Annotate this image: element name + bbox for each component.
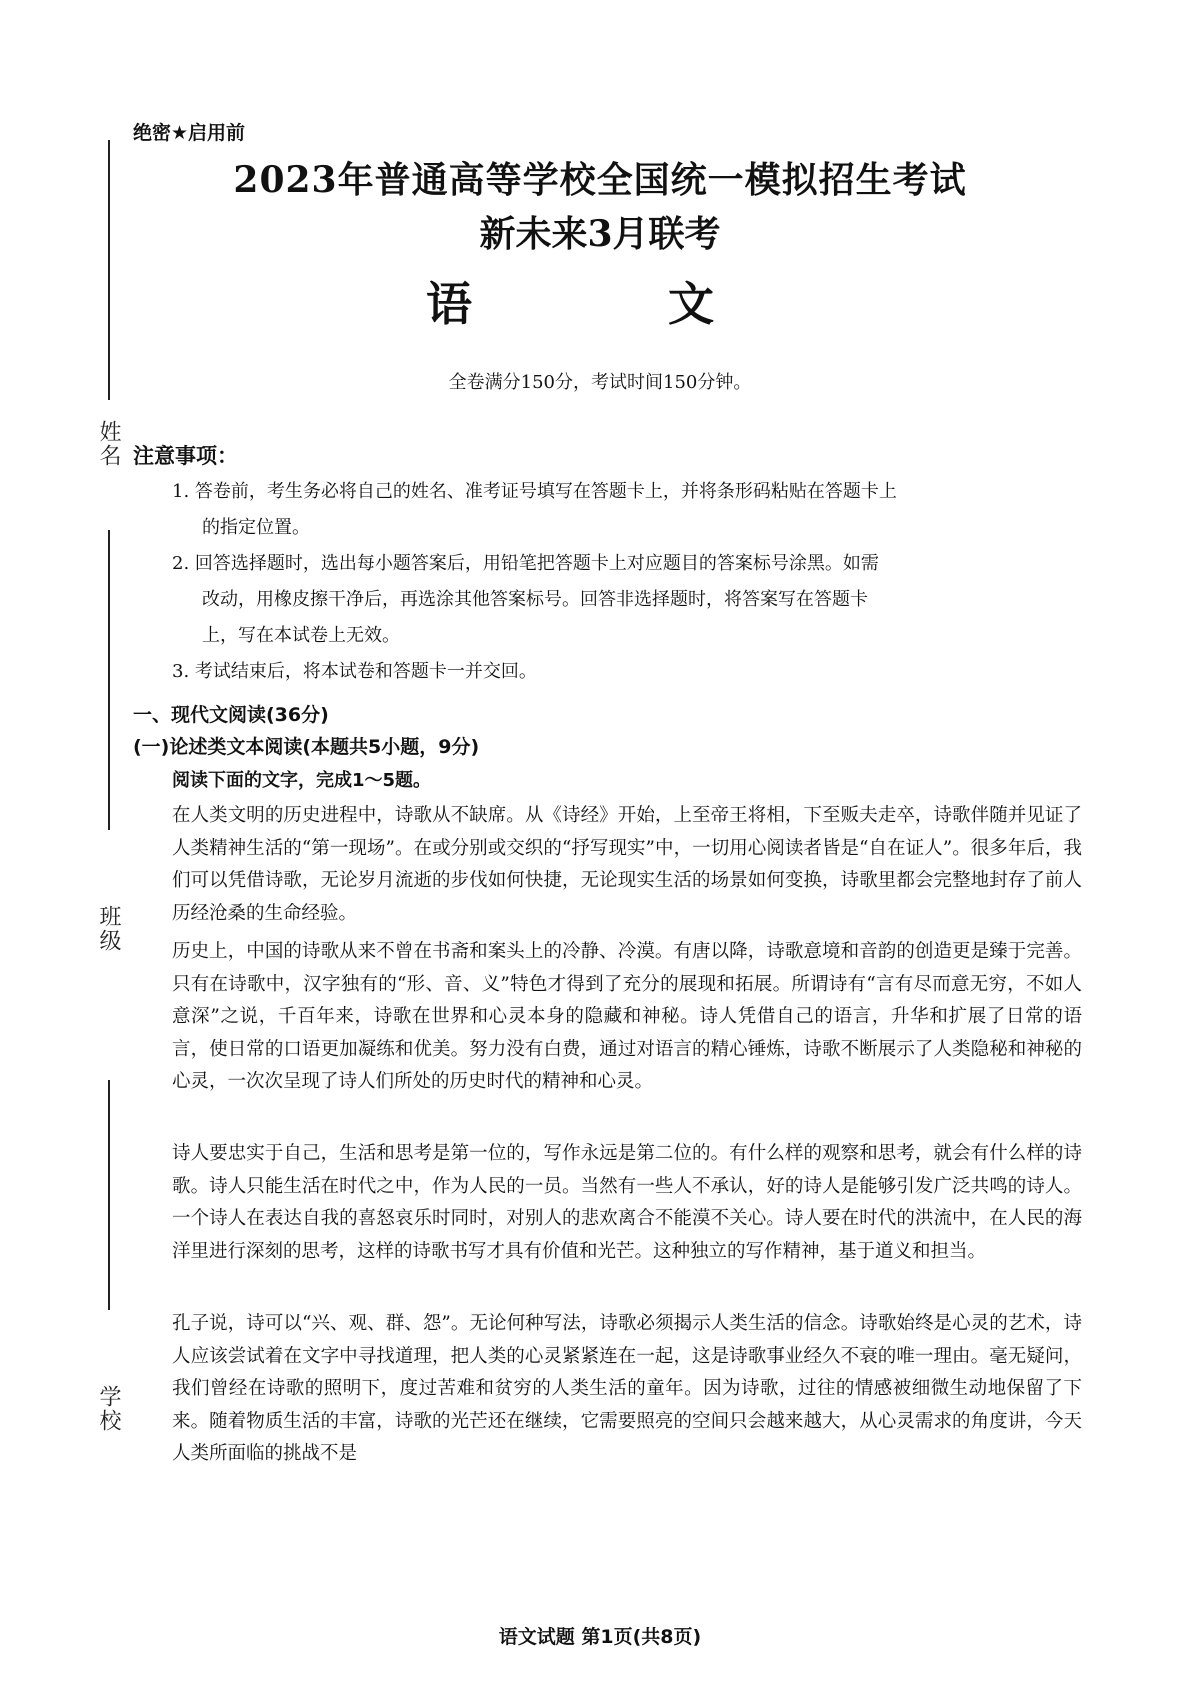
notice-item-1: 1. 答卷前，考生务必将自己的姓名、准考证号填写在答题卡上，并将条形码粘贴在答题卡上 [172, 481, 897, 502]
page-footer: 语文试题 第1页(共8页) [498, 1626, 702, 1648]
confidential-mark: 绝密★启用前 [133, 122, 246, 144]
notice-heading: 注意事项： [133, 444, 238, 468]
passage-paragraph: 诗人要忠实于自己，生活和思考是第一位的，写作永远是第二位的。有什么样的观察和思考，就会有什么样的诗歌。诗人只能生活在时代之中，作为人民的一员。当然有一些人不承认，好的诗人是能够引发广泛共鸣的诗人。一个诗人在表达自我的喜怒哀乐时同时，对别人的悲欢离合不能漠不关心。诗人要在时代的洪流中，在人民的海洋里进行深刻的思考，这样的诗歌书写才具有价值和光芒。这种独立的写作精神，基于道义和担当。 [172, 1143, 1082, 1262]
margin-binding-line [108, 1080, 110, 1310]
subsection-heading: (一)论述类文本阅读(本题共5小题，9分) [133, 736, 480, 758]
score-time-note: 全卷满分150分，考试时间150分钟。 [448, 372, 752, 393]
reading-instruction: 阅读下面的文字，完成1～5题。 [172, 770, 432, 791]
exam-title: 2023年普通高等学校全国统一模拟招生考试 [233, 159, 967, 201]
section-heading: 一、现代文阅读(36分) [133, 704, 329, 726]
passage-paragraph: 孔子说，诗可以“兴、观、群、怨”。无论何种写法，诗歌必须揭示人类生活的信念。诗歌始终是心灵的艺术，诗人应该尝试着在文字中寻找道理，把人类的心灵紧紧连在一起，这是诗歌事业经久不衰的唯一理由。毫无疑问，我们曾经在诗歌的照明下，度过苦难和贫穷的人类生活的童年。因为诗歌，过往的情感被细微生动地保留了下来。随着物质生活的丰富，诗歌的光芒还在继续，它需要照亮的空间只会越来越大，从心灵需求的角度讲，今天人类所面临的挑战不是 [172, 1313, 1082, 1464]
margin-name-label: 姓名 [96, 420, 121, 468]
passage-paragraph: 历史上，中国的诗歌从来不曾在书斋和案头上的冷静、冷漠。有唐以降，诗歌意境和音韵的创造更是臻于完善。只有在诗歌中，汉字独有的“形、音、义”特色才得到了充分的展现和拓展。所谓诗有“言有尽而意无穷，不如人意深”之说，千百年来，诗歌在世界和心灵本身的隐藏和神秘。诗人凭借自己的语言，升华和扩展了日常的语言，使日常的口语更加凝练和优美。努力没有白费，通过对语言的精心锤炼，诗歌不断展示了人类隐秘和神秘的心灵，一次次呈现了诗人们所处的历史时代的精神和心灵。 [172, 941, 1082, 1092]
margin-binding-line [108, 530, 110, 830]
notice-item-2-cont: 上，写在本试卷上无效。 [202, 625, 400, 646]
notice-item-1-cont: 的指定位置。 [202, 517, 310, 538]
exam-subtitle: 新未来3月联考 [479, 213, 721, 255]
passage-paragraph: 在人类文明的历史进程中，诗歌从不缺席。从《诗经》开始，上至帝王将相，下至贩夫走卒，诗歌伴随并见证了人类精神生活的“第一现场”。在或分别或交织的“抒写现实”中，一切用心阅读者皆是“自在证人”。很多年后，我们可以凭借诗歌，无论岁月流逝的步伐如何快捷，无论现实生活的场景如何变换，诗歌里都会完整地封存了前人历经沧桑的生命经验。 [172, 805, 1082, 924]
notice-list [172, 474, 1072, 690]
notice-item-3: 3. 考试结束后，将本试卷和答题卡一并交回。 [172, 661, 537, 682]
notice-item-2: 2. 回答选择题时，选出每小题答案后，用铅笔把答题卡上对应题目的答案标号涂黑。如需 [172, 553, 879, 574]
notice-item-2-cont: 改动，用橡皮擦干净后，再选涂其他答案标号。回答非选择题时，将答案写在答题卡 [202, 589, 868, 610]
subject-title: 语 文 [425, 277, 774, 331]
margin-school-label: 学校 [96, 1385, 121, 1433]
margin-class-label: 班级 [96, 905, 121, 953]
